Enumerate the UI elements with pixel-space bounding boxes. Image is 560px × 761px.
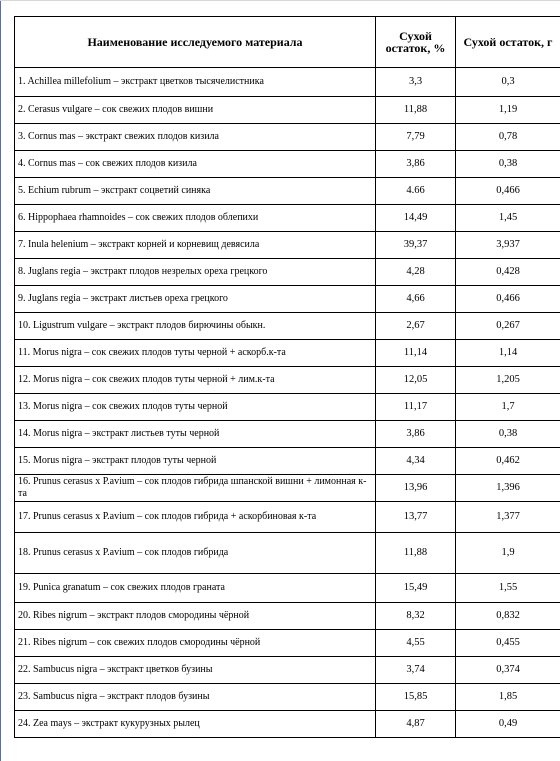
table-row (15, 124, 560, 151)
dry-percent-cell: 15,49 (376, 574, 456, 603)
table-row (15, 68, 560, 97)
material-name-cell: 7. Inula helenium – экстракт корней и корневищ девясила (15, 232, 376, 259)
table-row (15, 259, 560, 286)
dry-percent-cell: 13,77 (376, 502, 456, 533)
material-name-cell: 11. Morus nigra – сок свежих плодов туты черной + аскорб.к-та (15, 340, 376, 367)
material-name-cell: 10. Ligustrum vulgare – экстракт плодов бирючины обыкн. (15, 313, 376, 340)
table-row (15, 97, 560, 124)
dry-grams-cell: 1,14 (456, 340, 560, 367)
table-row (15, 151, 560, 178)
table-row (15, 502, 560, 533)
dry-percent-cell: 3,74 (376, 657, 456, 684)
dry-percent-cell: 4.66 (376, 178, 456, 205)
dry-grams-cell: 0,38 (456, 421, 560, 448)
dry-grams-cell: 0,462 (456, 448, 560, 475)
dry-grams-cell: 1,85 (456, 684, 560, 711)
dry-percent-cell: 4,34 (376, 448, 456, 475)
table-row (15, 603, 560, 630)
table-row (15, 475, 560, 502)
material-name-cell: 20. Ribes nigrum – экстракт плодов смородины чёрной (15, 603, 376, 630)
table-row (15, 367, 560, 394)
material-name-cell: 13. Morus nigra – сок свежих плодов туты черной (15, 394, 376, 421)
dry-percent-cell: 11,88 (376, 97, 456, 124)
dry-grams-cell: 0,428 (456, 259, 560, 286)
dry-percent-cell: 12,05 (376, 367, 456, 394)
table-row (15, 630, 560, 657)
table-row (15, 421, 560, 448)
dry-percent-cell: 4,55 (376, 630, 456, 657)
material-name-cell: 21. Ribes nigrum – сок свежих плодов смородины чёрной (15, 630, 376, 657)
dry-percent-cell: 14,49 (376, 205, 456, 232)
dry-residue-table (14, 16, 560, 738)
dry-percent-cell: 4,66 (376, 286, 456, 313)
dry-grams-cell: 0,466 (456, 286, 560, 313)
dry-percent-cell: 15,85 (376, 684, 456, 711)
material-name-cell: 23. Sambucus nigra – экстракт плодов бузины (15, 684, 376, 711)
dry-grams-cell: 3,937 (456, 232, 560, 259)
table-row (15, 711, 560, 738)
material-name-cell: 3. Cornus mas – экстракт свежих плодов кизила (15, 124, 376, 151)
table-row (15, 340, 560, 367)
dry-percent-cell: 7,79 (376, 124, 456, 151)
material-name-cell: 18. Prunus cerasus x P.avium – сок плодов гибрида (15, 533, 376, 574)
table-row (15, 448, 560, 475)
material-name-cell: 17. Prunus cerasus x P.avium – сок плодов гибрида + аскорбиновая к-та (15, 502, 376, 533)
dry-grams-cell: 1,19 (456, 97, 560, 124)
dry-percent-cell: 4,28 (376, 259, 456, 286)
dry-percent-cell: 3,86 (376, 151, 456, 178)
dry-grams-cell: 1,205 (456, 367, 560, 394)
table-row (15, 178, 560, 205)
dry-grams-cell: 0,455 (456, 630, 560, 657)
dry-grams-cell: 0,466 (456, 178, 560, 205)
material-name-cell: 1. Achillea millefolium – экстракт цветков тысячелистника (15, 68, 376, 97)
material-name-cell: 15. Morus nigra – экстракт плодов туты черной (15, 448, 376, 475)
page-edge-top (0, 0, 560, 1)
table-row (15, 232, 560, 259)
dry-grams-cell: 1,377 (456, 502, 560, 533)
material-name-cell: 8. Juglans regia – экстракт плодов незрелых ореха грецкого (15, 259, 376, 286)
material-name-cell: 16. Prunus cerasus x P.avium – сок плодов гибрида шпанской вишни + лимонная к-та (15, 475, 376, 502)
dry-grams-cell: 1,396 (456, 475, 560, 502)
table-row (15, 574, 560, 603)
dry-grams-cell: 0,267 (456, 313, 560, 340)
dry-grams-cell: 0,374 (456, 657, 560, 684)
material-name-cell: 14. Morus nigra – экстракт листьев туты черной (15, 421, 376, 448)
table-row (15, 313, 560, 340)
dry-percent-cell: 13,96 (376, 475, 456, 502)
dry-grams-cell: 0,832 (456, 603, 560, 630)
dry-grams-cell: 1,55 (456, 574, 560, 603)
page-edge-left (0, 0, 1, 761)
material-name-cell: 22. Sambucus nigra – экстракт цветков бузины (15, 657, 376, 684)
dry-percent-cell: 11,88 (376, 533, 456, 574)
material-name-cell: 19. Punica granatum – сок свежих плодов граната (15, 574, 376, 603)
material-name-cell: 6. Hippophaea rhamnoides – сок свежих плодов облепихи (15, 205, 376, 232)
dry-grams-cell: 1,7 (456, 394, 560, 421)
material-name-cell: 2. Cerasus vulgare – сок свежих плодов вишни (15, 97, 376, 124)
table-row (15, 286, 560, 313)
table-row (15, 684, 560, 711)
table-row (15, 533, 560, 574)
dry-percent-cell: 3,86 (376, 421, 456, 448)
dry-grams-cell: 0,78 (456, 124, 560, 151)
dry-percent-cell: 4,87 (376, 711, 456, 738)
dry-percent-cell: 11,14 (376, 340, 456, 367)
dry-grams-cell: 0,38 (456, 151, 560, 178)
dry-percent-cell: 11,17 (376, 394, 456, 421)
dry-grams-cell: 1,9 (456, 533, 560, 574)
dry-percent-cell: 8,32 (376, 603, 456, 630)
material-name-cell: 9. Juglans regia – экстракт листьев ореха грецкого (15, 286, 376, 313)
dry-percent-cell: 39,37 (376, 232, 456, 259)
header-dry-residue-percent: Сухой остаток, % (376, 17, 456, 68)
material-name-cell: 24. Zea mays – экстракт кукурузных рылец (15, 711, 376, 738)
table-row (15, 394, 560, 421)
table-row (15, 205, 560, 232)
material-name-cell: 12. Morus nigra – сок свежих плодов туты черной + лим.к-та (15, 367, 376, 394)
header-dry-residue-grams: Сухой остаток, г (456, 17, 560, 68)
dry-percent-cell: 2,67 (376, 313, 456, 340)
table-row (15, 657, 560, 684)
dry-grams-cell: 0,3 (456, 68, 560, 97)
dry-grams-cell: 0,49 (456, 711, 560, 738)
dry-grams-cell: 1,45 (456, 205, 560, 232)
header-material-name: Наименование исследуемого материала (15, 17, 376, 68)
table-header-row (15, 17, 560, 68)
dry-percent-cell: 3,3 (376, 68, 456, 97)
material-name-cell: 5. Echium rubrum – экстракт соцветий синяка (15, 178, 376, 205)
material-name-cell: 4. Cornus mas – сок свежих плодов кизила (15, 151, 376, 178)
